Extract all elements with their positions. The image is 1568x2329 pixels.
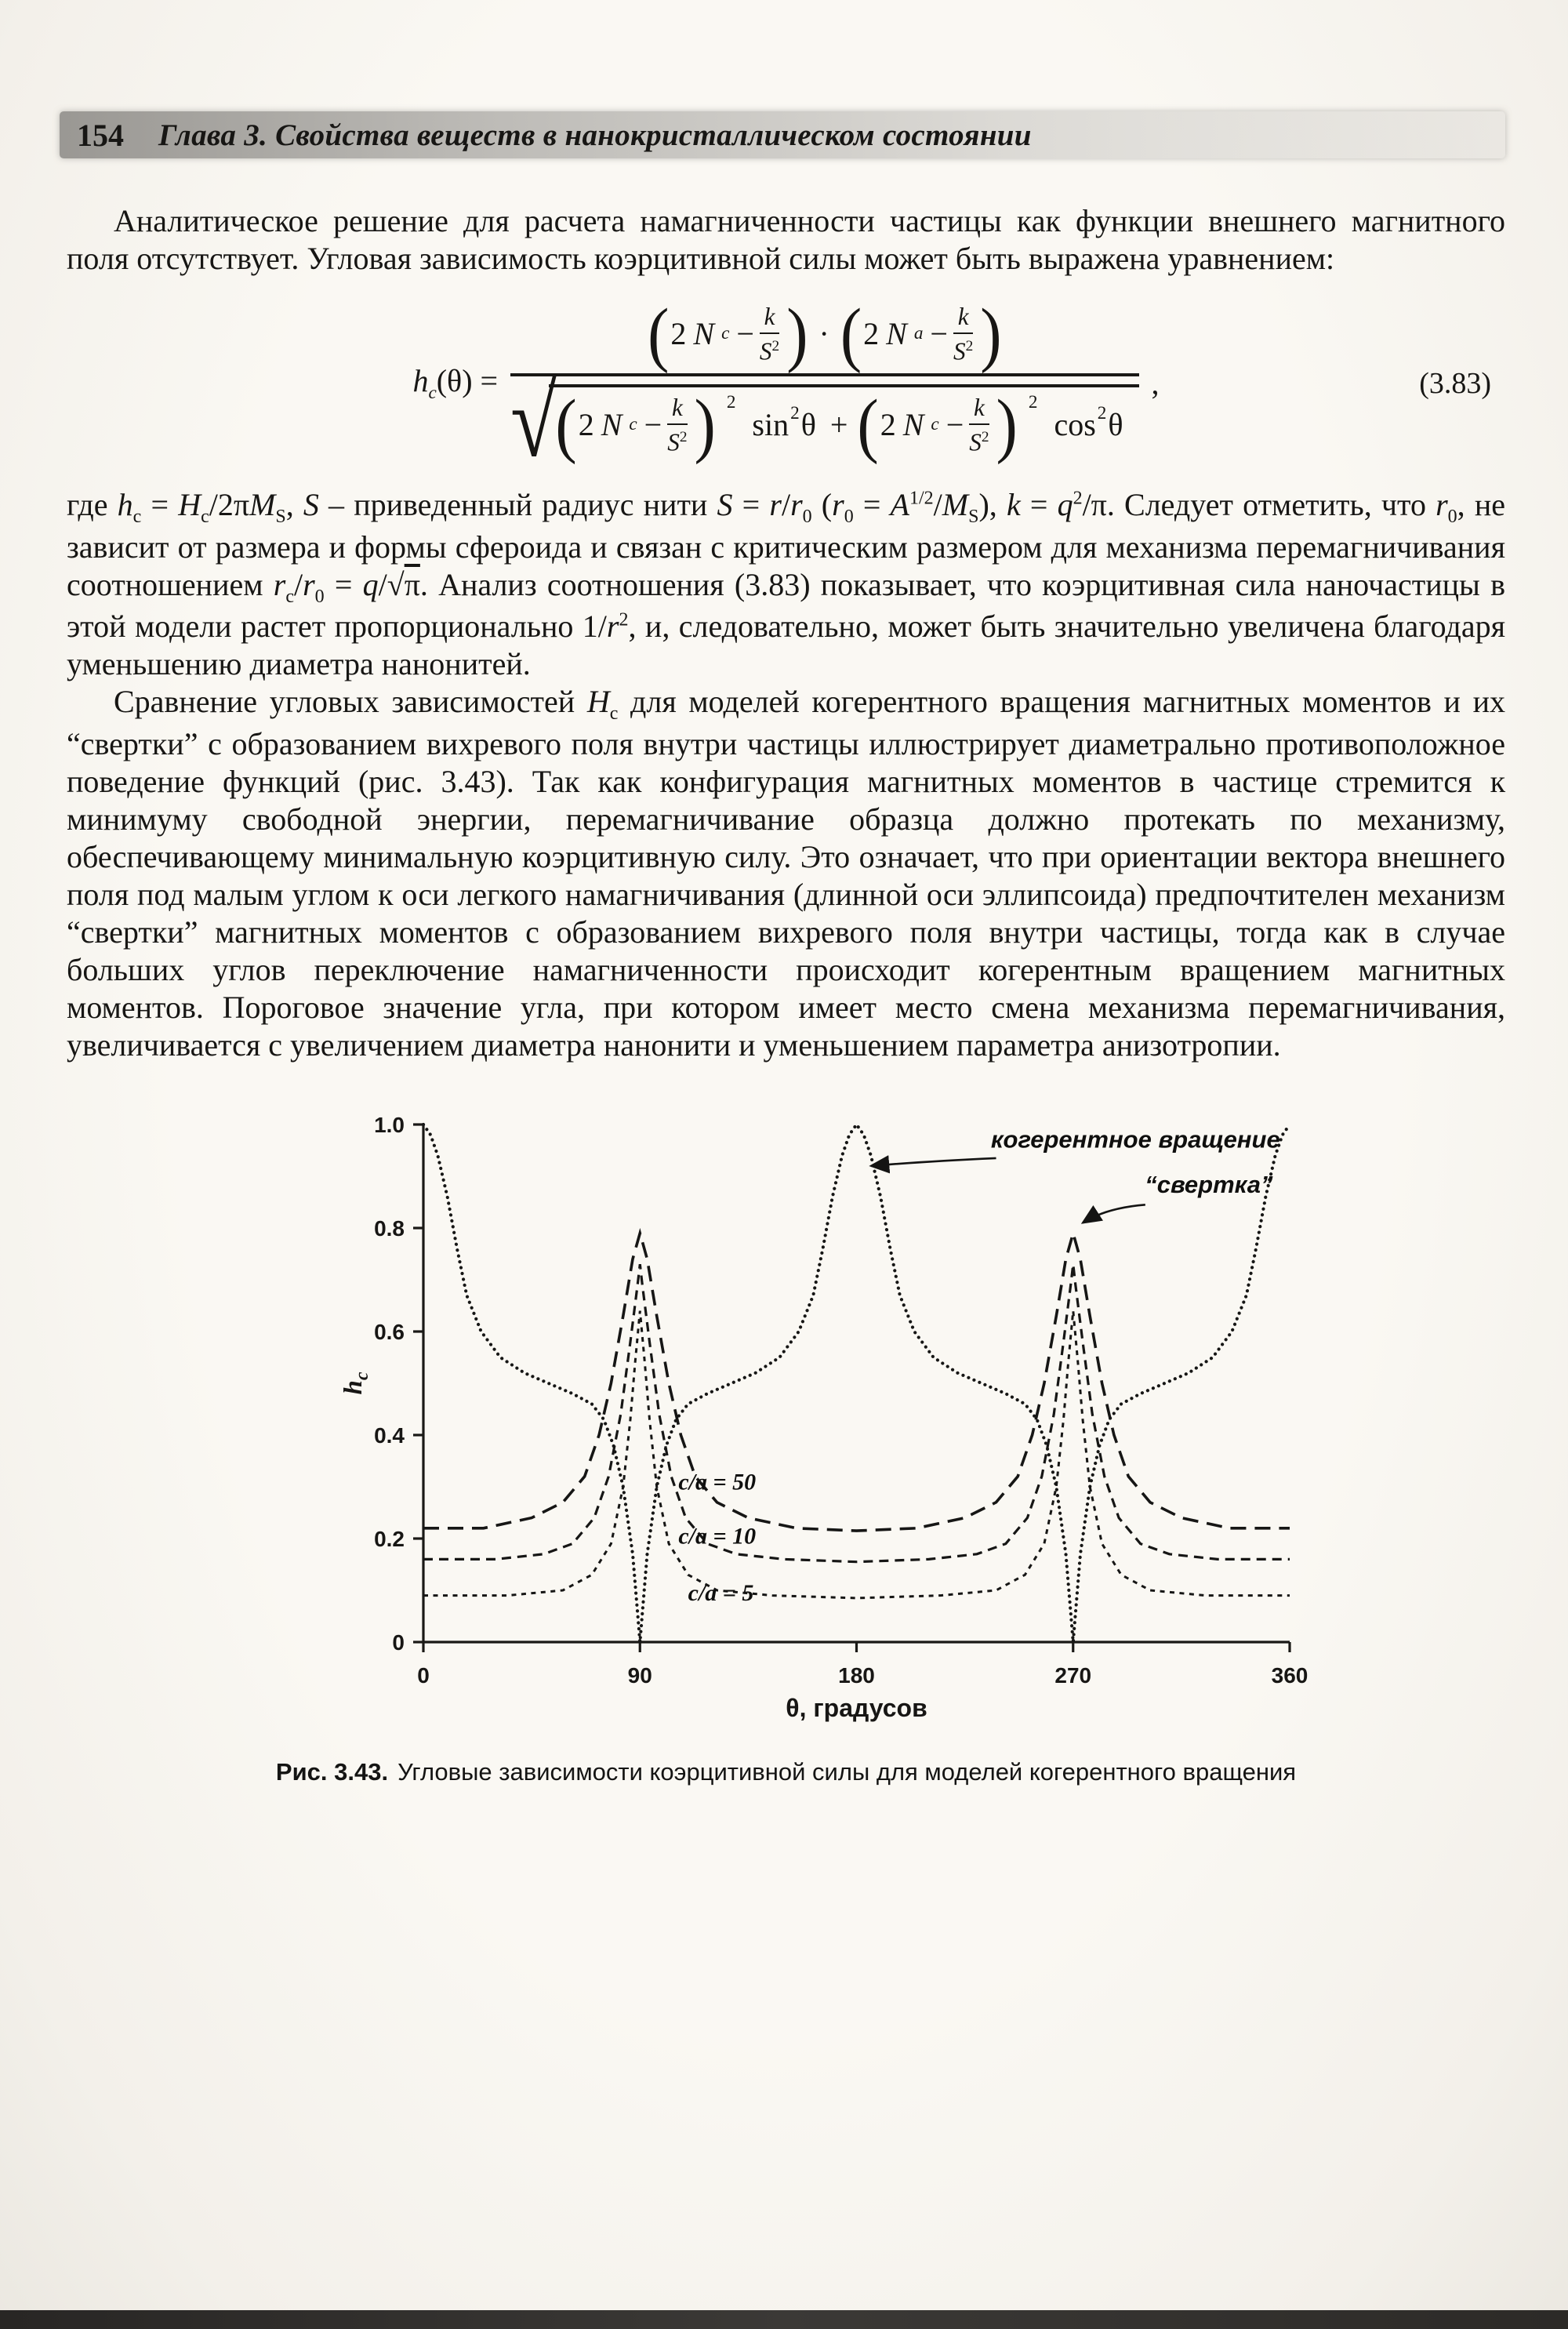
left-paren: ( xyxy=(840,293,862,374)
equation-lhs: $h_c(\theta)$ = xyxy=(412,363,499,404)
page-content xyxy=(67,202,1505,1786)
figure-caption xyxy=(67,1758,1505,1786)
left-paren: ( xyxy=(648,293,670,374)
svg-text:hc: $h_c$ xyxy=(339,1372,372,1395)
equation-body xyxy=(412,293,1160,479)
svg-text:360: 360 xyxy=(1271,1663,1308,1688)
figure-caption-text: Угловые зависимости коэрцитивной силы для моделей когерентного вращения xyxy=(397,1758,1297,1786)
equation-denominator xyxy=(510,365,1138,479)
right-paren: ) xyxy=(786,293,808,374)
svg-text:θ, градусов: θ, градусов xyxy=(786,1694,927,1723)
sin-squared-theta: sin $^2$ θ xyxy=(752,403,816,443)
group-2Nc-squared: ( 2 N c − $\frac{k}{S^2}$ ) xyxy=(555,384,716,465)
svg-text:0.8: 0.8 xyxy=(374,1216,405,1241)
chapter-header xyxy=(60,111,1505,158)
svg-text:270: 270 xyxy=(1054,1663,1092,1688)
group-2Na: ( 2 N a − $\frac{k}{S^2}$ ) xyxy=(840,293,1002,374)
svg-text:1.0: 1.0 xyxy=(374,1113,405,1138)
paragraph-comparison: Сравнение угловых зависимостей $H_c$ для моделей когерентного вращения магнитных моментов и их “свертки” с образованием вихревого поля внутри частицы иллюстрирует диаметрально противоположное поведение функций (рис. 3.43). Так как конфигурация магнитных моментов в частице стремится к минимуму свободной энергии, перемагничивание образца должно протекать по механизму, обеспечивающему минимальную коэрцитивную силу. Это означает, что при ориентации вектора внешнего поля под малым углом к оси легкого намагничивания (длинной оси эллипсоида) предпочтителен механизм “свертки” магнитных моментов с образованием вихревого поля внутри частицы, тогда как в случае больших углов переключение намагниченности происходит когерентным вращением магнитных моментов. Пороговое значение угла, при котором имеет место смена механизма перемагничивания, увеличивается с увеличением диаметра нанонити и уменьшением параметра анизотропии. xyxy=(67,684,1505,1063)
equation-fraction xyxy=(510,293,1138,479)
right-paren: ) xyxy=(980,293,1002,374)
page-number: 154 xyxy=(77,117,124,153)
svg-text:c/a = 10: c/a = 10 xyxy=(678,1523,757,1550)
paragraph-intro: Аналитическое решение для расчета намагниченности частицы как функции внешнего магнитного поля отсутствует. Угловая зависимость коэрцитивной силы может быть выражена уравнением: xyxy=(67,203,1505,276)
svg-text:когерентное вращение: когерентное вращение xyxy=(990,1125,1280,1154)
chapter-title: Глава 3. Свойства веществ в нанокристаллическом состоянии xyxy=(158,118,1032,152)
cos-squared-theta: cos $^2$ θ xyxy=(1054,403,1123,443)
svg-text:0: 0 xyxy=(417,1663,430,1688)
right-paren: ) xyxy=(694,384,716,465)
svg-text:90: 90 xyxy=(627,1663,652,1688)
left-paren: ( xyxy=(555,384,577,465)
equation-comma: , xyxy=(1151,365,1160,401)
svg-text:0: 0 xyxy=(392,1630,405,1655)
group-2Nc: ( 2 N c − $\frac{k}{S^2}$ ) xyxy=(648,293,808,374)
svg-text:0.6: 0.6 xyxy=(374,1320,405,1345)
svg-text:180: 180 xyxy=(838,1663,875,1688)
svg-text:“свертка”: “свертка” xyxy=(1145,1171,1273,1199)
figure-3-43-chart xyxy=(333,1105,1325,1732)
svg-text:0.4: 0.4 xyxy=(374,1423,405,1448)
svg-text:c/a = 5: c/a = 5 xyxy=(688,1580,754,1607)
group-2Nc-squared-2: ( 2 N c − $\frac{k}{S^2}$ ) xyxy=(857,384,1018,465)
plus-sign: + xyxy=(829,407,848,443)
square-root: √ ( 2 N c − $\frac{k}{S^2}$ ) $^2$ sin $^2$ θ + ( 2 N c − $\frac{k}{S^2}$ ) $^2$ cos $^2$ θ xyxy=(510,384,1138,463)
left-paren: ( xyxy=(857,384,879,465)
figure-3-43 xyxy=(333,1105,1505,1736)
equation-number: (3.83) xyxy=(1419,366,1491,400)
paragraph-where: где $h_c = H_c/2\pi M_S$, S – приведенный радиус нити $S = r/r_0$ $(r_0 = A^{1/2}/M_S)$, $k = q^2/\pi$. Следует отметить, что $r_0$, не зависит от размера и формы сфероида и связан с критическим размером для механизма перемагничивания соотношением $r_c/r_0 = q/√\pi$. Анализ соотношения (3.83) показывает, что коэрцитивная сила наночастицы в этой модели растет пропорционально $1/r^2$, и, следовательно, может быть значительно увеличена благодаря уменьшению диаметра нанонитей. xyxy=(67,486,1506,682)
right-paren: ) xyxy=(996,384,1018,465)
equation-numerator xyxy=(622,293,1027,374)
equation-3-83 xyxy=(67,293,1505,479)
svg-text:0.2: 0.2 xyxy=(374,1527,405,1552)
scan-edge xyxy=(0,2310,1568,2329)
radical-sign: √ xyxy=(510,365,557,479)
figure-caption-label: Рис. 3.43. xyxy=(275,1758,389,1786)
multiplication-dot: · xyxy=(818,316,829,352)
svg-text:c/a = 50: c/a = 50 xyxy=(678,1469,757,1495)
